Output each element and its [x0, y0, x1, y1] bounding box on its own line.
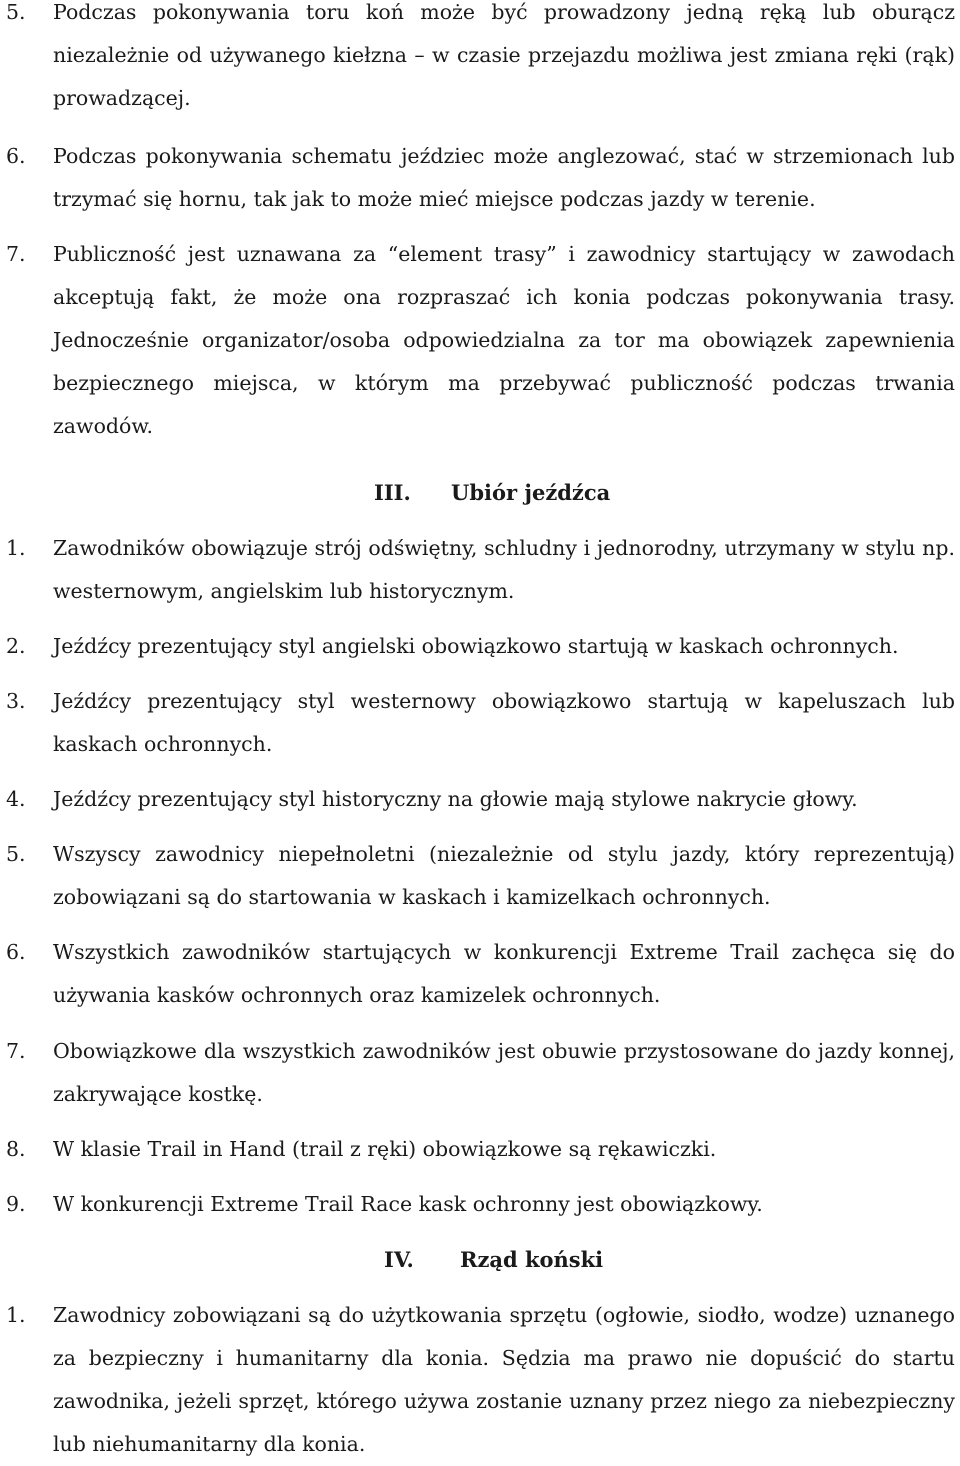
item-number: 7. [6, 1039, 26, 1063]
item-text: Publiczność jest uznawana za “element trasy” i zawodnicy startujący w zawodach akceptują fakt, że może ona rozpraszać ich konia podczas pokonywania trasy. Jednocześnie organizator/osoba odpowiedzialna za tor ma obowiązek zapewnienia bezpiecznego miejsca, w którym ma przebywać publiczność podczas trwania zawodów. [53, 242, 955, 438]
section-number: III. [374, 480, 411, 505]
item-text: Podczas pokonywania schematu jeździec może anglezować, stać w strzemionach lub trzymać się hornu, tak jak to może mieć miejsce podczas jazdy w terenie. [53, 144, 955, 211]
item-number: 2. [6, 634, 26, 658]
item-number: 9. [6, 1192, 26, 1216]
item-number: 4. [6, 787, 26, 811]
item-text: Jeźdźcy prezentujący styl historyczny na głowie mają stylowe nakrycie głowy. [53, 787, 858, 811]
section-heading-iv [0, 1238, 960, 1281]
item-number: 8. [6, 1137, 26, 1161]
item-text: Zawodników obowiązuje strój odświętny, schludny i jednorodny, utrzymany w stylu np. westernowym, angielskim lub historycznym. [53, 536, 955, 603]
item-text: Wszyscy zawodnicy niepełnoletni (niezależnie od stylu jazdy, który reprezentują) zobowiązani są do startowania w kaskach i kamizelkach ochronnych. [53, 842, 955, 909]
section-number: IV. [384, 1247, 414, 1272]
item-number: 1. [6, 536, 26, 560]
item-text: W konkurencji Extreme Trail Race kask ochronny jest obowiązkowy. [53, 1192, 763, 1216]
item-text: W klasie Trail in Hand (trail z ręki) obowiązkowe są rękawiczki. [53, 1137, 717, 1161]
item-text: Wszystkich zawodników startujących w konkurencji Extreme Trail zachęca się do używania kasków ochronnych oraz kamizelek ochronnych. [53, 940, 955, 1007]
section-heading-iii [0, 471, 960, 514]
item-number: 6. [6, 144, 26, 168]
section-title: Rząd koński [460, 1247, 604, 1272]
item-number: 7. [6, 242, 26, 266]
item-number: 6. [6, 940, 26, 964]
item-text: Zawodnicy zobowiązani są do użytkowania sprzętu (ogłowie, siodło, wodze) uznanego za bezpieczny i humanitarny dla konia. Sędzia ma prawo nie dopuścić do startu zawodnika, jeżeli sprzęt, którego używa zostanie uznany przez niego za niebezpieczny lub niehumanitarny dla konia. [53, 1303, 955, 1456]
section-title: Ubiór jeźdźca [451, 480, 611, 505]
item-text: Obowiązkowe dla wszystkich zawodników jest obuwie przystosowane do jazdy konnej, zakrywające kostkę. [53, 1039, 955, 1106]
item-text: Podczas pokonywania toru koń może być prowadzony jedną ręką lub oburącz niezależnie od używanego kiełzna – w czasie przejazdu możliwa jest zmiana ręki (rąk) prowadzącej. [53, 0, 955, 110]
item-number: 3. [6, 689, 26, 713]
item-number: 5. [6, 842, 26, 866]
item-text: Jeźdźcy prezentujący styl westernowy obowiązkowo startują w kapeluszach lub kaskach ochronnych. [53, 689, 955, 756]
item-text: Jeźdźcy prezentujący styl angielski obowiązkowo startują w kaskach ochronnych. [53, 634, 899, 658]
item-number: 5. [6, 0, 26, 24]
item-number: 1. [6, 1303, 26, 1327]
